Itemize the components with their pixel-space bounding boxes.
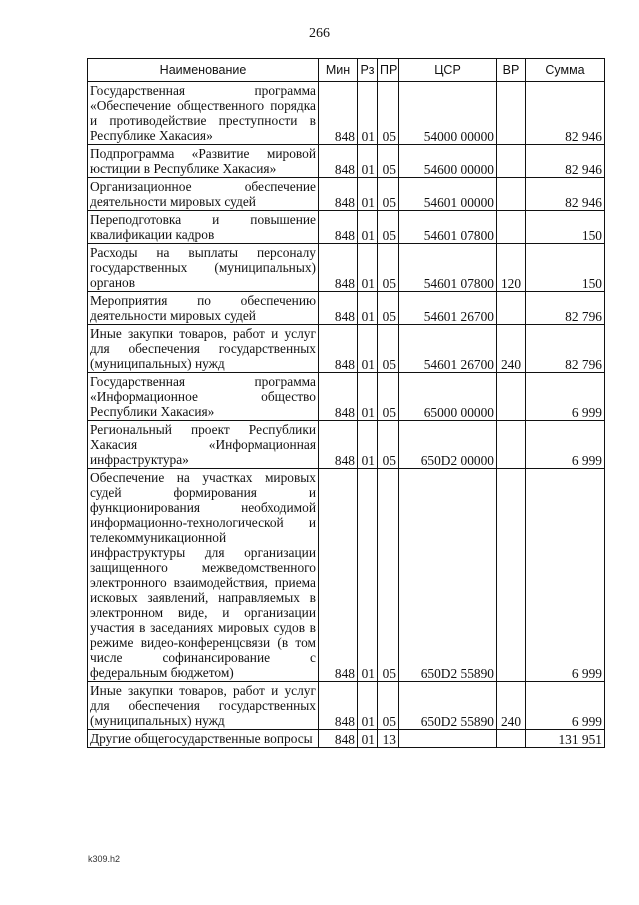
cell-min: 848 bbox=[319, 145, 358, 178]
table-row bbox=[88, 421, 605, 469]
cell-name: Подпрограмма «Развитие мировой юстиции в Республике Хакасия» bbox=[88, 145, 319, 178]
table-row bbox=[88, 373, 605, 421]
cell-pr: 05 bbox=[378, 244, 399, 292]
cell-name: Государственная программа «Обеспечение общественного порядка и противодействие преступности в Республике Хакасия» bbox=[88, 82, 319, 145]
table-row bbox=[88, 292, 605, 325]
cell-csr: 54601 07800 bbox=[399, 244, 497, 292]
budget-table bbox=[87, 58, 605, 748]
header-csr: ЦСР bbox=[399, 59, 497, 82]
cell-name: Обеспечение на участках мировых судей формирования и функционирования необходимой информационно-технологической и телекоммуникационной инфраструктуры для организации защищенного межведомственного электронного взаимодействия, приема исковых заявлений, направляемых в электронном виде, и организации участия в заседаниях мировых судов в режиме видео-конференцсвязи (в том числе софинансирование с федеральным бюджетом) bbox=[88, 469, 319, 682]
table-row bbox=[88, 82, 605, 145]
cell-csr: 650D2 00000 bbox=[399, 421, 497, 469]
cell-csr: 54601 07800 bbox=[399, 211, 497, 244]
cell-sum: 131 951 bbox=[526, 730, 605, 748]
table-row bbox=[88, 325, 605, 373]
table-header-row bbox=[88, 59, 605, 82]
cell-csr: 54601 00000 bbox=[399, 178, 497, 211]
header-pr: ПР bbox=[378, 59, 399, 82]
cell-pr: 05 bbox=[378, 292, 399, 325]
cell-min: 848 bbox=[319, 730, 358, 748]
cell-min: 848 bbox=[319, 244, 358, 292]
cell-vr bbox=[497, 145, 526, 178]
cell-vr: 240 bbox=[497, 682, 526, 730]
cell-csr: 54000 00000 bbox=[399, 82, 497, 145]
cell-sum: 82 796 bbox=[526, 325, 605, 373]
cell-sum: 6 999 bbox=[526, 469, 605, 682]
cell-vr: 240 bbox=[497, 325, 526, 373]
table-row bbox=[88, 178, 605, 211]
cell-min: 848 bbox=[319, 325, 358, 373]
cell-sum: 6 999 bbox=[526, 682, 605, 730]
cell-rz: 01 bbox=[358, 730, 378, 748]
cell-min: 848 bbox=[319, 292, 358, 325]
cell-rz: 01 bbox=[358, 421, 378, 469]
cell-pr: 05 bbox=[378, 82, 399, 145]
cell-rz: 01 bbox=[358, 244, 378, 292]
cell-rz: 01 bbox=[358, 325, 378, 373]
cell-vr bbox=[497, 469, 526, 682]
cell-name: Организационное обеспечение деятельности мировых судей bbox=[88, 178, 319, 211]
cell-rz: 01 bbox=[358, 373, 378, 421]
header-min: Мин bbox=[319, 59, 358, 82]
cell-min: 848 bbox=[319, 421, 358, 469]
cell-name: Иные закупки товаров, работ и услуг для обеспечения государственных (муниципальных) нужд bbox=[88, 325, 319, 373]
cell-pr: 05 bbox=[378, 373, 399, 421]
header-vr: ВР bbox=[497, 59, 526, 82]
page-number: 266 bbox=[309, 26, 330, 41]
header-sum: Сумма bbox=[526, 59, 605, 82]
header-rz: Рз bbox=[358, 59, 378, 82]
cell-name: Региональный проект Республики Хакасия «Информационная инфраструктура» bbox=[88, 421, 319, 469]
cell-pr: 05 bbox=[378, 145, 399, 178]
cell-name: Переподготовка и повышение квалификации кадров bbox=[88, 211, 319, 244]
cell-sum: 82 946 bbox=[526, 82, 605, 145]
table-row bbox=[88, 730, 605, 748]
cell-vr bbox=[497, 292, 526, 325]
cell-rz: 01 bbox=[358, 211, 378, 244]
cell-vr: 120 bbox=[497, 244, 526, 292]
cell-min: 848 bbox=[319, 682, 358, 730]
cell-csr bbox=[399, 730, 497, 748]
cell-pr: 05 bbox=[378, 421, 399, 469]
cell-rz: 01 bbox=[358, 145, 378, 178]
cell-vr bbox=[497, 421, 526, 469]
footer-code: k309.h2 bbox=[88, 854, 121, 864]
table-row bbox=[88, 145, 605, 178]
table-row bbox=[88, 469, 605, 682]
cell-name: Мероприятия по обеспечению деятельности мировых судей bbox=[88, 292, 319, 325]
cell-sum: 82 946 bbox=[526, 178, 605, 211]
cell-pr: 05 bbox=[378, 469, 399, 682]
cell-vr bbox=[497, 211, 526, 244]
cell-sum: 150 bbox=[526, 211, 605, 244]
table-row bbox=[88, 211, 605, 244]
cell-rz: 01 bbox=[358, 682, 378, 730]
cell-min: 848 bbox=[319, 82, 358, 145]
cell-csr: 650D2 55890 bbox=[399, 682, 497, 730]
cell-min: 848 bbox=[319, 469, 358, 682]
header-name: Наименование bbox=[88, 59, 319, 82]
cell-name: Государственная программа «Информационное общество Республики Хакасия» bbox=[88, 373, 319, 421]
cell-pr: 13 bbox=[378, 730, 399, 748]
cell-pr: 05 bbox=[378, 682, 399, 730]
cell-csr: 65000 00000 bbox=[399, 373, 497, 421]
cell-sum: 6 999 bbox=[526, 373, 605, 421]
cell-vr bbox=[497, 373, 526, 421]
cell-csr: 54601 26700 bbox=[399, 292, 497, 325]
cell-name: Другие общегосударственные вопросы bbox=[88, 730, 319, 748]
cell-csr: 54600 00000 bbox=[399, 145, 497, 178]
cell-vr bbox=[497, 178, 526, 211]
cell-vr bbox=[497, 730, 526, 748]
cell-rz: 01 bbox=[358, 82, 378, 145]
cell-csr: 650D2 55890 bbox=[399, 469, 497, 682]
cell-sum: 82 946 bbox=[526, 145, 605, 178]
cell-pr: 05 bbox=[378, 325, 399, 373]
cell-sum: 150 bbox=[526, 244, 605, 292]
cell-sum: 6 999 bbox=[526, 421, 605, 469]
cell-vr bbox=[497, 82, 526, 145]
cell-rz: 01 bbox=[358, 292, 378, 325]
cell-sum: 82 796 bbox=[526, 292, 605, 325]
table-row bbox=[88, 682, 605, 730]
cell-pr: 05 bbox=[378, 211, 399, 244]
cell-min: 848 bbox=[319, 373, 358, 421]
cell-min: 848 bbox=[319, 211, 358, 244]
cell-csr: 54601 26700 bbox=[399, 325, 497, 373]
cell-name: Расходы на выплаты персоналу государственных (муниципальных) органов bbox=[88, 244, 319, 292]
cell-rz: 01 bbox=[358, 178, 378, 211]
table-row bbox=[88, 244, 605, 292]
cell-pr: 05 bbox=[378, 178, 399, 211]
cell-name: Иные закупки товаров, работ и услуг для обеспечения государственных (муниципальных) нужд bbox=[88, 682, 319, 730]
cell-rz: 01 bbox=[358, 469, 378, 682]
cell-min: 848 bbox=[319, 178, 358, 211]
